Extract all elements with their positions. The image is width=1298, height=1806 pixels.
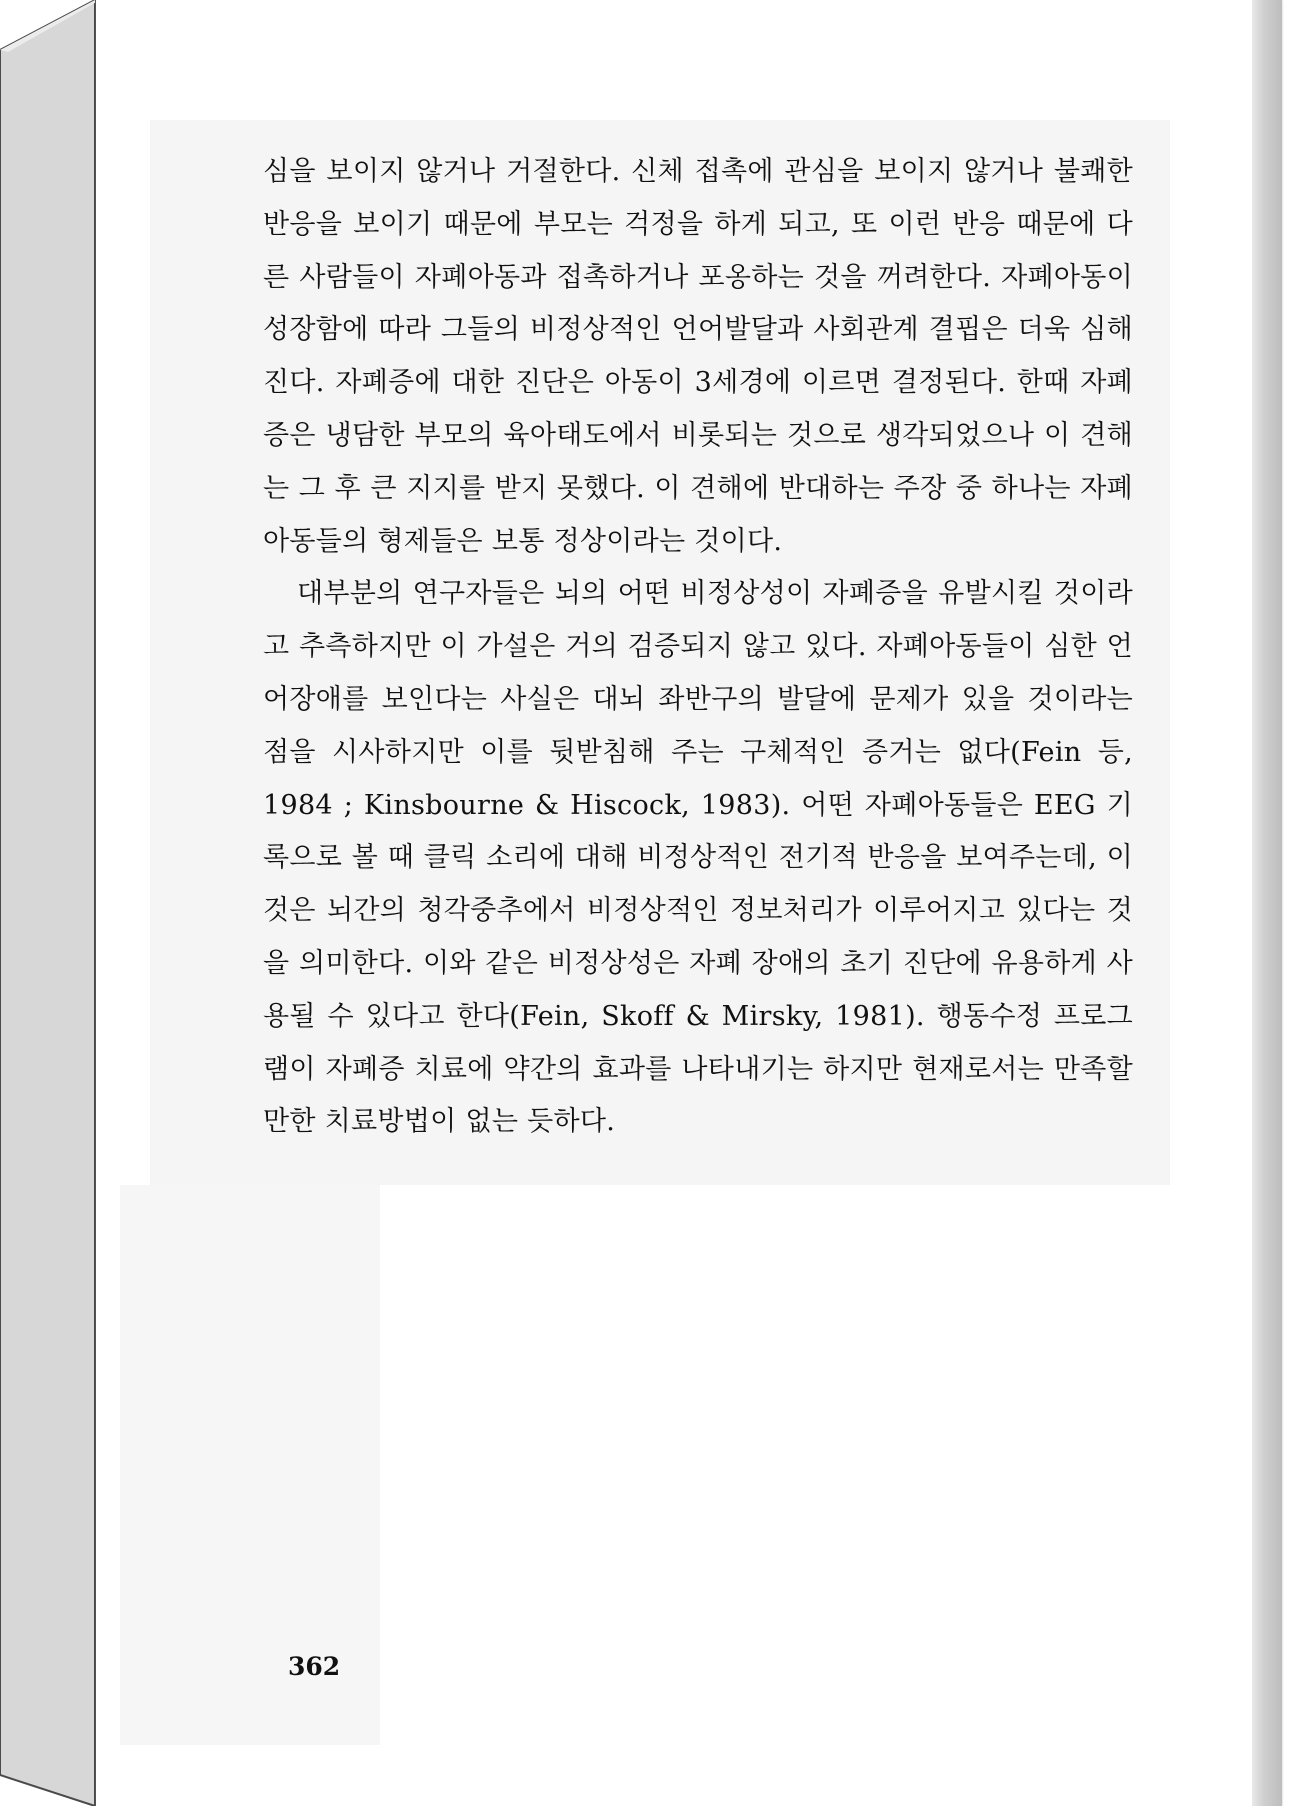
page-number: 362 [288,1652,341,1681]
paragraph-1: 심을 보이지 않거나 거절한다. 신체 접촉에 관심을 보이지 않거나 불쾌한 반응을 보이기 때문에 부모는 걱정을 하게 되고, 또 이런 반응 때문에 다른 사람들이 자폐아동과 접촉하거나 포옹하는 것을 꺼려한다. 자폐아동이 성장함에 따라 그들의 비정상적인 언어발달과 사회관계 결핍은 더욱 심해진다. 자폐증에 대한 진단은 아동이 3세경에 이르면 결정된다. 한때 자폐증은 냉담한 부모의 육아태도에서 비롯되는 것으로 생각되었으나 이 견해는 그 후 큰 지지를 받지 못했다. 이 견해에 반대하는 주장 중 하나는 자폐아동들의 형제들은 보통 정상이라는 것이다. [263,156,1133,557]
paragraph-2: 대부분의 연구자들은 뇌의 어떤 비정상성이 자폐증을 유발시킬 것이라고 추측하지만 이 가설은 거의 검증되지 않고 있다. 자폐아동들이 심한 언어장애를 보인다는 사실은 대뇌 좌반구의 발달에 문제가 있을 것이라는 점을 시사하지만 이를 뒷받침해 주는 구체적인 증거는 없다(Fein 등, 1984 ; Kinsbourne & Hiscock, 1983). 어떤 자폐아동들은 EEG 기록으로 볼 때 클릭 소리에 대해 비정상적인 전기적 반응을 보여주는데, 이것은 뇌간의 청각중추에서 비정상적인 정보처리가 이루어지고 있다는 것을 의미한다. 이와 같은 비정상성은 자폐 장애의 초기 진단에 유용하게 사용될 수 있다고 한다(Fein, Skoff & Mirsky, 1981). 행동수정 프로그램이 자폐증 치료에 약간의 효과를 나타내기는 하지만 현재로서는 만족할 만한 치료방법이 없는 듯하다. [263,578,1133,1138]
book-spine [0,0,100,1806]
scanned-margin-region [120,1185,380,1745]
book-spine-graphic [0,0,100,1806]
page-edge-shadow [1252,0,1282,1806]
page-body-text [263,146,1133,1149]
